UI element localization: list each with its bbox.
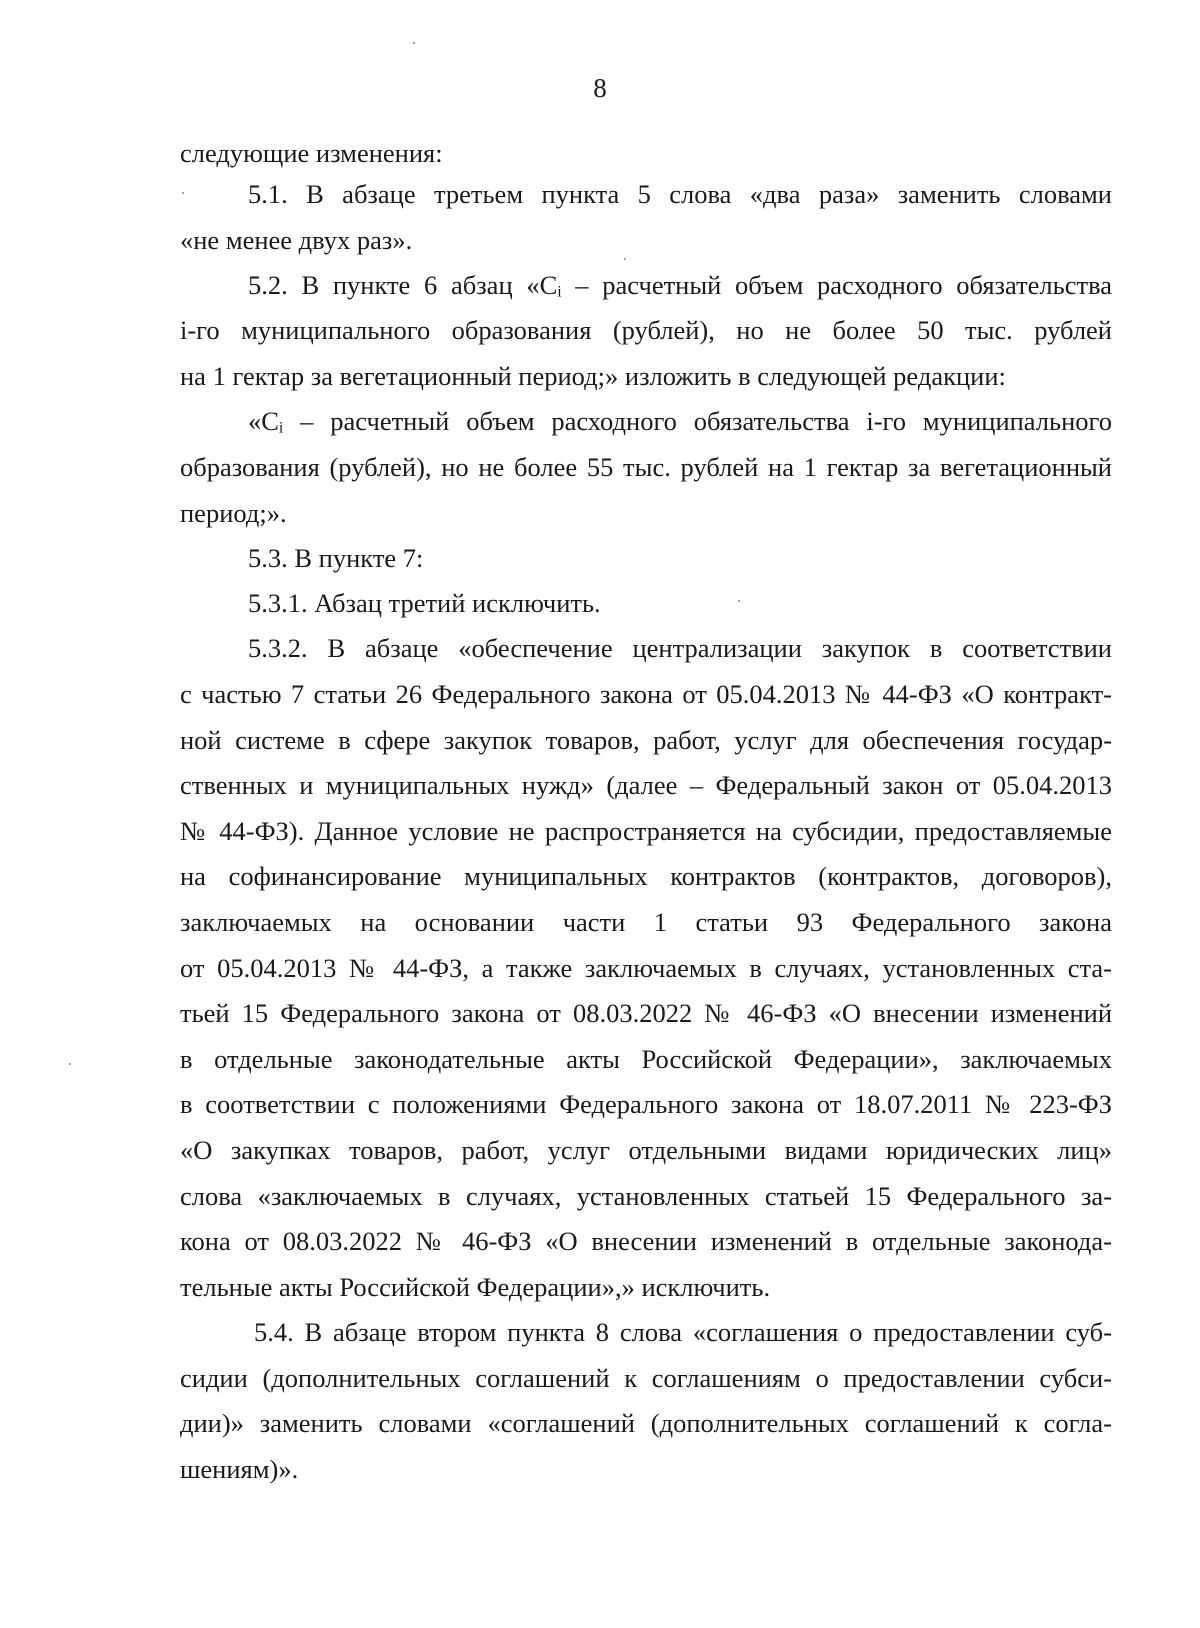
text-line: 5.3.2. В абзаце «обеспечение централизации закупок в соответствии — [248, 633, 1112, 663]
text-line: в отдельные законодательные акты Российской Федерации», заключаемых — [180, 1044, 1112, 1074]
text-line: образования (рублей), но не более 55 тыс. рублей на 1 гектар за вегетационный — [180, 452, 1112, 482]
text-line: дии)» заменить словами «соглашений (дополнительных соглашений к согла- — [180, 1408, 1112, 1438]
text-line: 5.3.1. Абзац третий исключить. — [248, 588, 601, 618]
text-line: ственных и муниципальных нужд» (далее – Федеральный закон от 05.04.2013 — [180, 770, 1112, 800]
text-line: с частью 7 статьи 26 Федерального закона от 05.04.2013 № 44-ФЗ «О контракт- — [180, 679, 1112, 709]
text-line: тельные акты Российской Федерации»,» исключить. — [180, 1272, 771, 1302]
text-line: «Cᵢ – расчетный объем расходного обязательства i-го муниципального — [248, 406, 1112, 436]
text-line: ной системе в сфере закупок товаров, работ, услуг для обеспечения государ- — [180, 725, 1112, 755]
scan-speck — [182, 192, 184, 194]
text-line: сидии (дополнительных соглашений к соглашениям о предоставлении субси- — [180, 1363, 1112, 1393]
text-line: слова «заключаемых в случаях, установленных статьей 15 Федерального за- — [180, 1181, 1112, 1211]
page-number: 8 — [593, 73, 607, 103]
text-line: 5.1. В абзаце третьем пункта 5 слова «два раза» заменить словами — [248, 179, 1112, 209]
text-line: тьей 15 Федерального закона от 08.03.2022 № 46-ФЗ «О внесении изменений — [180, 998, 1112, 1028]
text-line: период;». — [180, 498, 287, 528]
text-line: от 05.04.2013 № 44-ФЗ, а также заключаемых в случаях, установленных ста- — [180, 953, 1112, 983]
scan-speck — [624, 258, 626, 260]
text-line: i-го муниципального образования (рублей), но не более 50 тыс. рублей — [180, 315, 1112, 345]
text-line: заключаемых на основании части 1 статьи 93 Федерального закона — [180, 907, 1112, 937]
scan-speck — [738, 600, 740, 602]
text-line: 5.4. В абзаце втором пункта 8 слова «соглашения о предоставлении суб- — [254, 1317, 1112, 1347]
text-line: в соответствии с положениями Федерального закона от 18.07.2011 № 223-ФЗ — [180, 1089, 1112, 1119]
text-line: «О закупках товаров, работ, услуг отдельными видами юридических лиц» — [180, 1135, 1112, 1165]
scan-speck — [413, 42, 415, 44]
text-line: 5.2. В пункте 6 абзац «Cᵢ – расчетный объем расходного обязательства — [248, 270, 1112, 300]
text-line: следующие изменения: — [180, 138, 443, 168]
text-line: шениям)». — [180, 1454, 299, 1484]
text-line: на софинансирование муниципальных контрактов (контрактов, договоров), — [180, 861, 1112, 891]
text-line: на 1 гектар за вегетационный период;» изложить в следующей редакции: — [180, 361, 1006, 391]
text-line: «не менее двух раз». — [180, 225, 413, 255]
scan-speck — [69, 1063, 71, 1065]
text-line: 5.3. В пункте 7: — [248, 543, 424, 573]
text-line: № 44-ФЗ). Данное условие не распространяется на субсидии, предоставляемые — [180, 816, 1112, 846]
text-line: кона от 08.03.2022 № 46-ФЗ «О внесении изменений в отдельные законода- — [180, 1226, 1112, 1256]
